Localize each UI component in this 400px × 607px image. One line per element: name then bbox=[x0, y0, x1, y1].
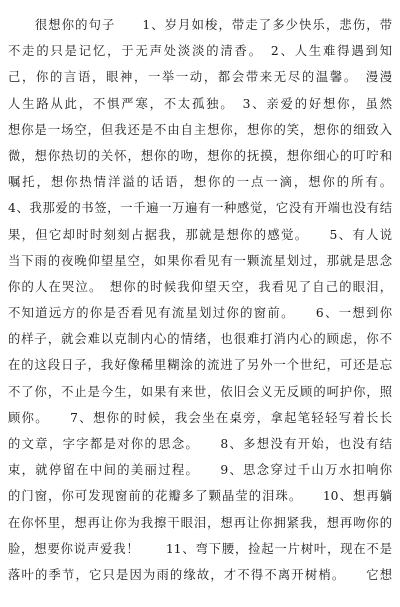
text-line: 微，想你热切的关怀，想你的吻，想你的抚摸，想你细心的叮咛和 bbox=[8, 148, 392, 163]
text-line: 果，但它却时时刻刻占据我，那就是想你的感觉。 5、有人说 bbox=[8, 227, 392, 242]
text-line: 落叶的季节，它只是因为雨的缘故，才不得不离开树梢。 它想 bbox=[8, 567, 392, 582]
text-line: 的文章，字字都是对你的思念。 8、多想没有开始，也没有结 bbox=[8, 437, 392, 451]
text-line: 束，就停留在中间的美丽过程。 9、思念穿过千山万水扣响你 bbox=[8, 463, 392, 478]
text-line: 4、我那爱的书签，一千遍一万遍有一种感觉，它没有开端也没有结 bbox=[8, 201, 392, 216]
text-line: 嘱托，想你热情洋溢的话语，想你的一点一滴，想你的所有。 bbox=[8, 175, 392, 190]
text-line: 在的这段日子，我好像稀里糊涂的流进了另外一个世纪，可还是忘 bbox=[8, 358, 392, 373]
text-line: 当下雨的夜晚仰望星空，如果你看见有一颗流星划过，那就是思念 bbox=[8, 253, 392, 268]
text-line: 不知道远方的你是否看见有流星划过你的窗前。 6、一想到你 bbox=[8, 306, 392, 321]
text-line: 不走的只是记忆，于无声处淡淡的清香。 2、人生难得遇到知 bbox=[8, 44, 392, 59]
text-line: 你的人在哭泣。 想你的时候我仰望天空，我看见了自己的眼泪， bbox=[8, 279, 392, 294]
text-line: 不了你，不止是今生，如果有来世，依旧会义无反顾的呵护你，照 bbox=[8, 384, 392, 399]
text-line: 己，你的言语，眼神，一举一动，都会带来无尽的温馨。 漫漫 bbox=[8, 70, 392, 85]
text-line: 在你怀里，想再让你为我擦干眼泪，想再让你拥紧我，想再吻你的 bbox=[8, 515, 392, 530]
text-line: 想你是一场空，但我还是不由自主想你，想你的笑，想你的细致入 bbox=[8, 122, 392, 137]
text-line: 顾你。 7、想你的时候，我会坐在桌旁，拿起笔轻轻写着长长 bbox=[8, 410, 392, 425]
text-line: 脸，想要你说声爱我！ 11、弯下腰，捡起一片树叶，现在不是 bbox=[8, 541, 392, 556]
text-line: 很想你的句子 1、岁月如梭，带走了多少快乐，悲伤，带 bbox=[8, 18, 392, 32]
text-line: 的门窗，你可发现窗前的花瓣多了颗晶莹的泪珠。 10、想再躺 bbox=[8, 489, 392, 504]
text-line: 的样子，就会难以克制内心的情绪，也很难打消内心的顾虑，你不 bbox=[8, 332, 392, 347]
text-line: 人生路从此，不惧严寒，不太孤独。 3、亲爱的好想你，虽然 bbox=[8, 96, 392, 111]
